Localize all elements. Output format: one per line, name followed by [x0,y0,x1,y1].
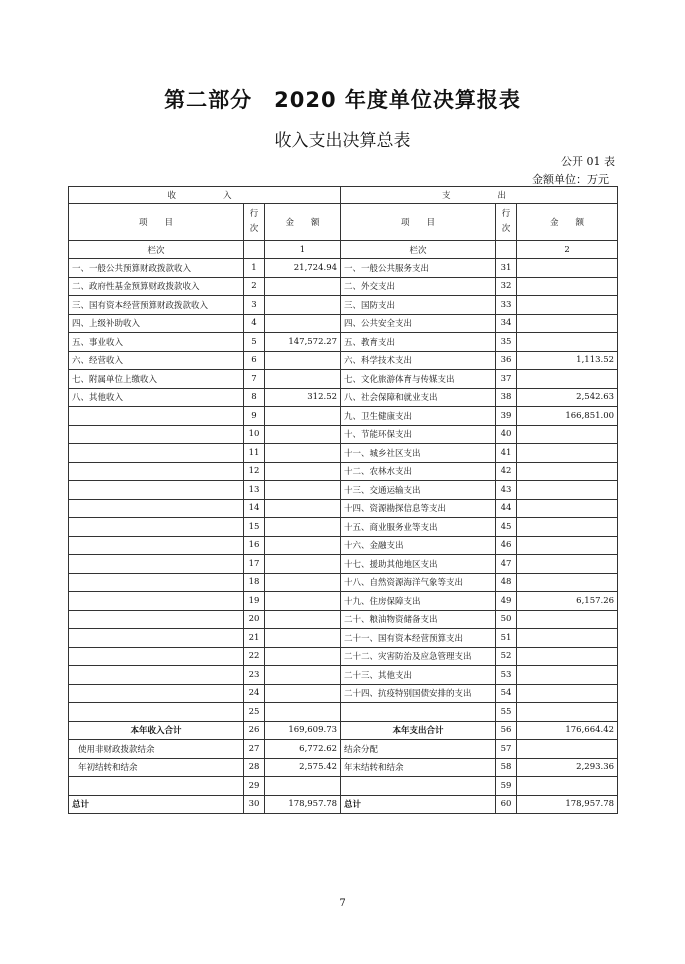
expense-amount: 166,851.00 [517,407,618,426]
income-row-no: 25 [244,703,265,722]
income-row-no-header [244,204,265,241]
income-amount [265,684,341,703]
expense-item: 一、一般公共服务支出 [341,259,496,278]
income-column-number: 1 [265,241,341,259]
expense-item: 十五、商业服务业等支出 [341,518,496,537]
income-item-header: 项 目 [69,204,244,241]
table-row [69,462,618,481]
expense-amount [517,462,618,481]
expense-lanci-label: 栏次 [341,241,496,259]
expense-row-no: 59 [496,777,517,796]
expense-row-no: 39 [496,407,517,426]
income-row-no: 12 [244,462,265,481]
income-amount [265,629,341,648]
income-item: 七、附属单位上缴收入 [69,370,244,389]
table-row [69,795,618,814]
expense-row-no: 56 [496,721,517,740]
income-row-no: 15 [244,518,265,537]
income-row-no: 8 [244,388,265,407]
income-row-no: 6 [244,351,265,370]
table-row [69,666,618,685]
table-row [69,703,618,722]
expense-item: 二十一、国有资本经营预算支出 [341,629,496,648]
expense-item: 十七、援助其他地区支出 [341,555,496,574]
income-row-no: 19 [244,592,265,611]
empty-cell [244,241,265,259]
income-item: 五、事业收入 [69,333,244,352]
page-number: 7 [339,898,346,909]
expense-item: 三、国防支出 [341,296,496,315]
column-number-row [69,241,618,259]
column-header-row [69,204,618,241]
income-row-no: 14 [244,499,265,518]
income-item [69,425,244,444]
expense-item: 九、卫生健康支出 [341,407,496,426]
expense-item [341,777,496,796]
expense-item: 十二、农林水支出 [341,462,496,481]
expense-row-no: 36 [496,351,517,370]
income-row-no: 1 [244,259,265,278]
expense-item: 十八、自然资源海洋气象等支出 [341,573,496,592]
income-amount [265,370,341,389]
income-item: 一、一般公共预算财政拨款收入 [69,259,244,278]
expense-item: 年末结转和结余 [341,758,496,777]
income-item: 本年收入合计 [69,721,244,740]
income-expense-table [68,186,618,814]
income-row-no: 24 [244,684,265,703]
expense-item: 总计 [341,795,496,814]
income-amount [265,351,341,370]
income-row-no: 3 [244,296,265,315]
income-amount [265,444,341,463]
expense-row-no: 45 [496,518,517,537]
income-amount [265,499,341,518]
table-row [69,444,618,463]
income-row-no: 9 [244,407,265,426]
expense-amount: 1,113.52 [517,351,618,370]
income-amount [265,425,341,444]
expense-row-no: 40 [496,425,517,444]
income-item [69,703,244,722]
income-row-no: 18 [244,573,265,592]
income-item [69,592,244,611]
expense-row-no: 46 [496,536,517,555]
income-amount: 6,772.62 [265,740,341,759]
table-row [69,518,618,537]
income-row-no: 30 [244,795,265,814]
expense-amount: 176,664.42 [517,721,618,740]
income-row-no: 10 [244,425,265,444]
income-item [69,536,244,555]
expense-item: 七、文化旅游体育与传媒支出 [341,370,496,389]
table-row [69,425,618,444]
expense-amount [517,444,618,463]
income-amount [265,518,341,537]
expense-item: 十九、住房保障支出 [341,592,496,611]
expense-row-no: 51 [496,629,517,648]
expense-row-no: 31 [496,259,517,278]
expense-amount [517,499,618,518]
income-item [69,481,244,500]
table-row [69,314,618,333]
expense-amount [517,296,618,315]
expense-amount [517,555,618,574]
table-row [69,758,618,777]
expense-item: 十三、交通运输支出 [341,481,496,500]
expense-item: 十、节能环保支出 [341,425,496,444]
expense-row-no-header [496,204,517,241]
expense-row-no: 53 [496,666,517,685]
expense-row-no: 42 [496,462,517,481]
table-row [69,740,618,759]
expense-row-no: 52 [496,647,517,666]
expense-amount [517,610,618,629]
table-row [69,333,618,352]
income-amount [265,573,341,592]
income-lanci-label: 栏次 [69,241,244,259]
expense-amount [517,684,618,703]
income-row-no: 11 [244,444,265,463]
income-item [69,647,244,666]
income-item [69,518,244,537]
expense-item-header: 项 目 [341,204,496,241]
table-row [69,629,618,648]
expense-row-no: 49 [496,592,517,611]
expense-row-no: 58 [496,758,517,777]
table-row [69,499,618,518]
income-amount: 312.52 [265,388,341,407]
expense-amount [517,740,618,759]
table-row [69,610,618,629]
income-item: 二、政府性基金预算财政拨款收入 [69,277,244,296]
income-item: 年初结转和结余 [69,758,244,777]
income-row-no: 23 [244,666,265,685]
income-row-no: 13 [244,481,265,500]
income-row-no: 7 [244,370,265,389]
table-row [69,684,618,703]
income-row-no: 27 [244,740,265,759]
income-amount: 169,609.73 [265,721,341,740]
income-amount [265,407,341,426]
empty-cell [496,241,517,259]
income-item [69,555,244,574]
table-row [69,555,618,574]
income-amount [265,777,341,796]
expense-row-no: 48 [496,573,517,592]
table-row [69,259,618,278]
section-header-row [69,187,618,204]
table-row [69,536,618,555]
income-header: 收 入 [69,187,341,204]
expense-item: 二十、粮油物资储备支出 [341,610,496,629]
income-amount: 2,575.42 [265,758,341,777]
expense-item: 八、社会保障和就业支出 [341,388,496,407]
income-amount [265,481,341,500]
income-amount [265,703,341,722]
expense-row-no: 33 [496,296,517,315]
amount-unit: 金额单位：万元 [532,173,609,186]
expense-row-no: 60 [496,795,517,814]
expense-amount-header: 金 额 [517,204,618,241]
expense-amount [517,573,618,592]
income-row-no: 17 [244,555,265,574]
income-amount [265,314,341,333]
income-amount: 147,572.27 [265,333,341,352]
table-row [69,592,618,611]
table-row [69,721,618,740]
income-row-no: 16 [244,536,265,555]
expense-column-number: 2 [517,241,618,259]
table-row [69,351,618,370]
expense-amount [517,536,618,555]
income-item: 使用非财政拨款结余 [69,740,244,759]
income-item [69,777,244,796]
expense-item: 五、教育支出 [341,333,496,352]
expense-amount [517,277,618,296]
income-amount [265,592,341,611]
expense-item: 十六、金融支出 [341,536,496,555]
expense-amount [517,333,618,352]
income-amount-header: 金 额 [265,204,341,241]
expense-item [341,703,496,722]
table-row [69,388,618,407]
expense-amount: 2,293.36 [517,758,618,777]
income-item [69,573,244,592]
expense-row-no: 44 [496,499,517,518]
income-item [69,462,244,481]
table-title: 收入支出决算总表 [274,131,411,151]
expense-row-no: 41 [496,444,517,463]
expense-amount [517,518,618,537]
income-row-no: 26 [244,721,265,740]
table-row [69,573,618,592]
table-row [69,296,618,315]
form-code: 公开 01 表 [561,155,615,168]
expense-amount [517,481,618,500]
row-no-top: 行 [249,209,259,219]
income-item [69,629,244,648]
income-item [69,407,244,426]
income-amount [265,277,341,296]
expense-row-no: 32 [496,277,517,296]
expense-row-no: 37 [496,370,517,389]
expense-item: 六、科学技术支出 [341,351,496,370]
expense-item: 二、外交支出 [341,277,496,296]
expense-amount [517,666,618,685]
expense-item: 本年支出合计 [341,721,496,740]
table-body [69,259,618,814]
income-item [69,499,244,518]
income-item: 四、上级补助收入 [69,314,244,333]
expense-amount [517,703,618,722]
income-item [69,666,244,685]
income-row-no: 5 [244,333,265,352]
expense-amount: 178,957.78 [517,795,618,814]
income-amount [265,536,341,555]
income-amount [265,666,341,685]
expense-amount [517,259,618,278]
table-row [69,277,618,296]
income-amount [265,647,341,666]
income-item [69,444,244,463]
income-row-no: 2 [244,277,265,296]
income-row-no: 28 [244,758,265,777]
expense-item: 二十二、灾害防治及应急管理支出 [341,647,496,666]
expense-amount [517,777,618,796]
income-item: 六、经营收入 [69,351,244,370]
row-no-bottom: 次 [249,224,259,234]
expense-row-no: 38 [496,388,517,407]
expense-item: 二十四、抗疫特别国债安排的支出 [341,684,496,703]
expense-row-no: 34 [496,314,517,333]
income-row-no: 21 [244,629,265,648]
income-item [69,610,244,629]
income-amount [265,610,341,629]
expense-item: 四、公共安全支出 [341,314,496,333]
income-row-no: 4 [244,314,265,333]
income-row-no: 29 [244,777,265,796]
income-amount [265,555,341,574]
expense-item: 十四、资源勘探信息等支出 [341,499,496,518]
income-item [69,684,244,703]
table-row [69,647,618,666]
expense-row-no: 55 [496,703,517,722]
table-row [69,481,618,500]
expense-amount [517,629,618,648]
table-row [69,370,618,389]
table-row [69,777,618,796]
table-row [69,407,618,426]
income-amount: 21,724.94 [265,259,341,278]
page-title: 第二部分 2020 年度单位决算报表 [164,88,521,112]
income-amount [265,462,341,481]
expense-item: 结余分配 [341,740,496,759]
expense-row-no: 43 [496,481,517,500]
expense-amount [517,370,618,389]
income-amount: 178,957.78 [265,795,341,814]
row-no-top: 行 [501,209,511,219]
expense-row-no: 54 [496,684,517,703]
expense-amount [517,314,618,333]
expense-row-no: 50 [496,610,517,629]
expense-header: 支 出 [341,187,618,204]
income-item: 总计 [69,795,244,814]
expense-amount: 6,157.26 [517,592,618,611]
expense-amount [517,647,618,666]
expense-row-no: 47 [496,555,517,574]
expense-amount [517,425,618,444]
expense-row-no: 35 [496,333,517,352]
income-row-no: 22 [244,647,265,666]
income-amount [265,296,341,315]
expense-amount: 2,542.63 [517,388,618,407]
expense-item: 十一、城乡社区支出 [341,444,496,463]
expense-row-no: 57 [496,740,517,759]
income-item: 八、其他收入 [69,388,244,407]
income-row-no: 20 [244,610,265,629]
expense-item: 二十三、其他支出 [341,666,496,685]
income-item: 三、国有资本经营预算财政拨款收入 [69,296,244,315]
row-no-bottom: 次 [501,224,511,234]
